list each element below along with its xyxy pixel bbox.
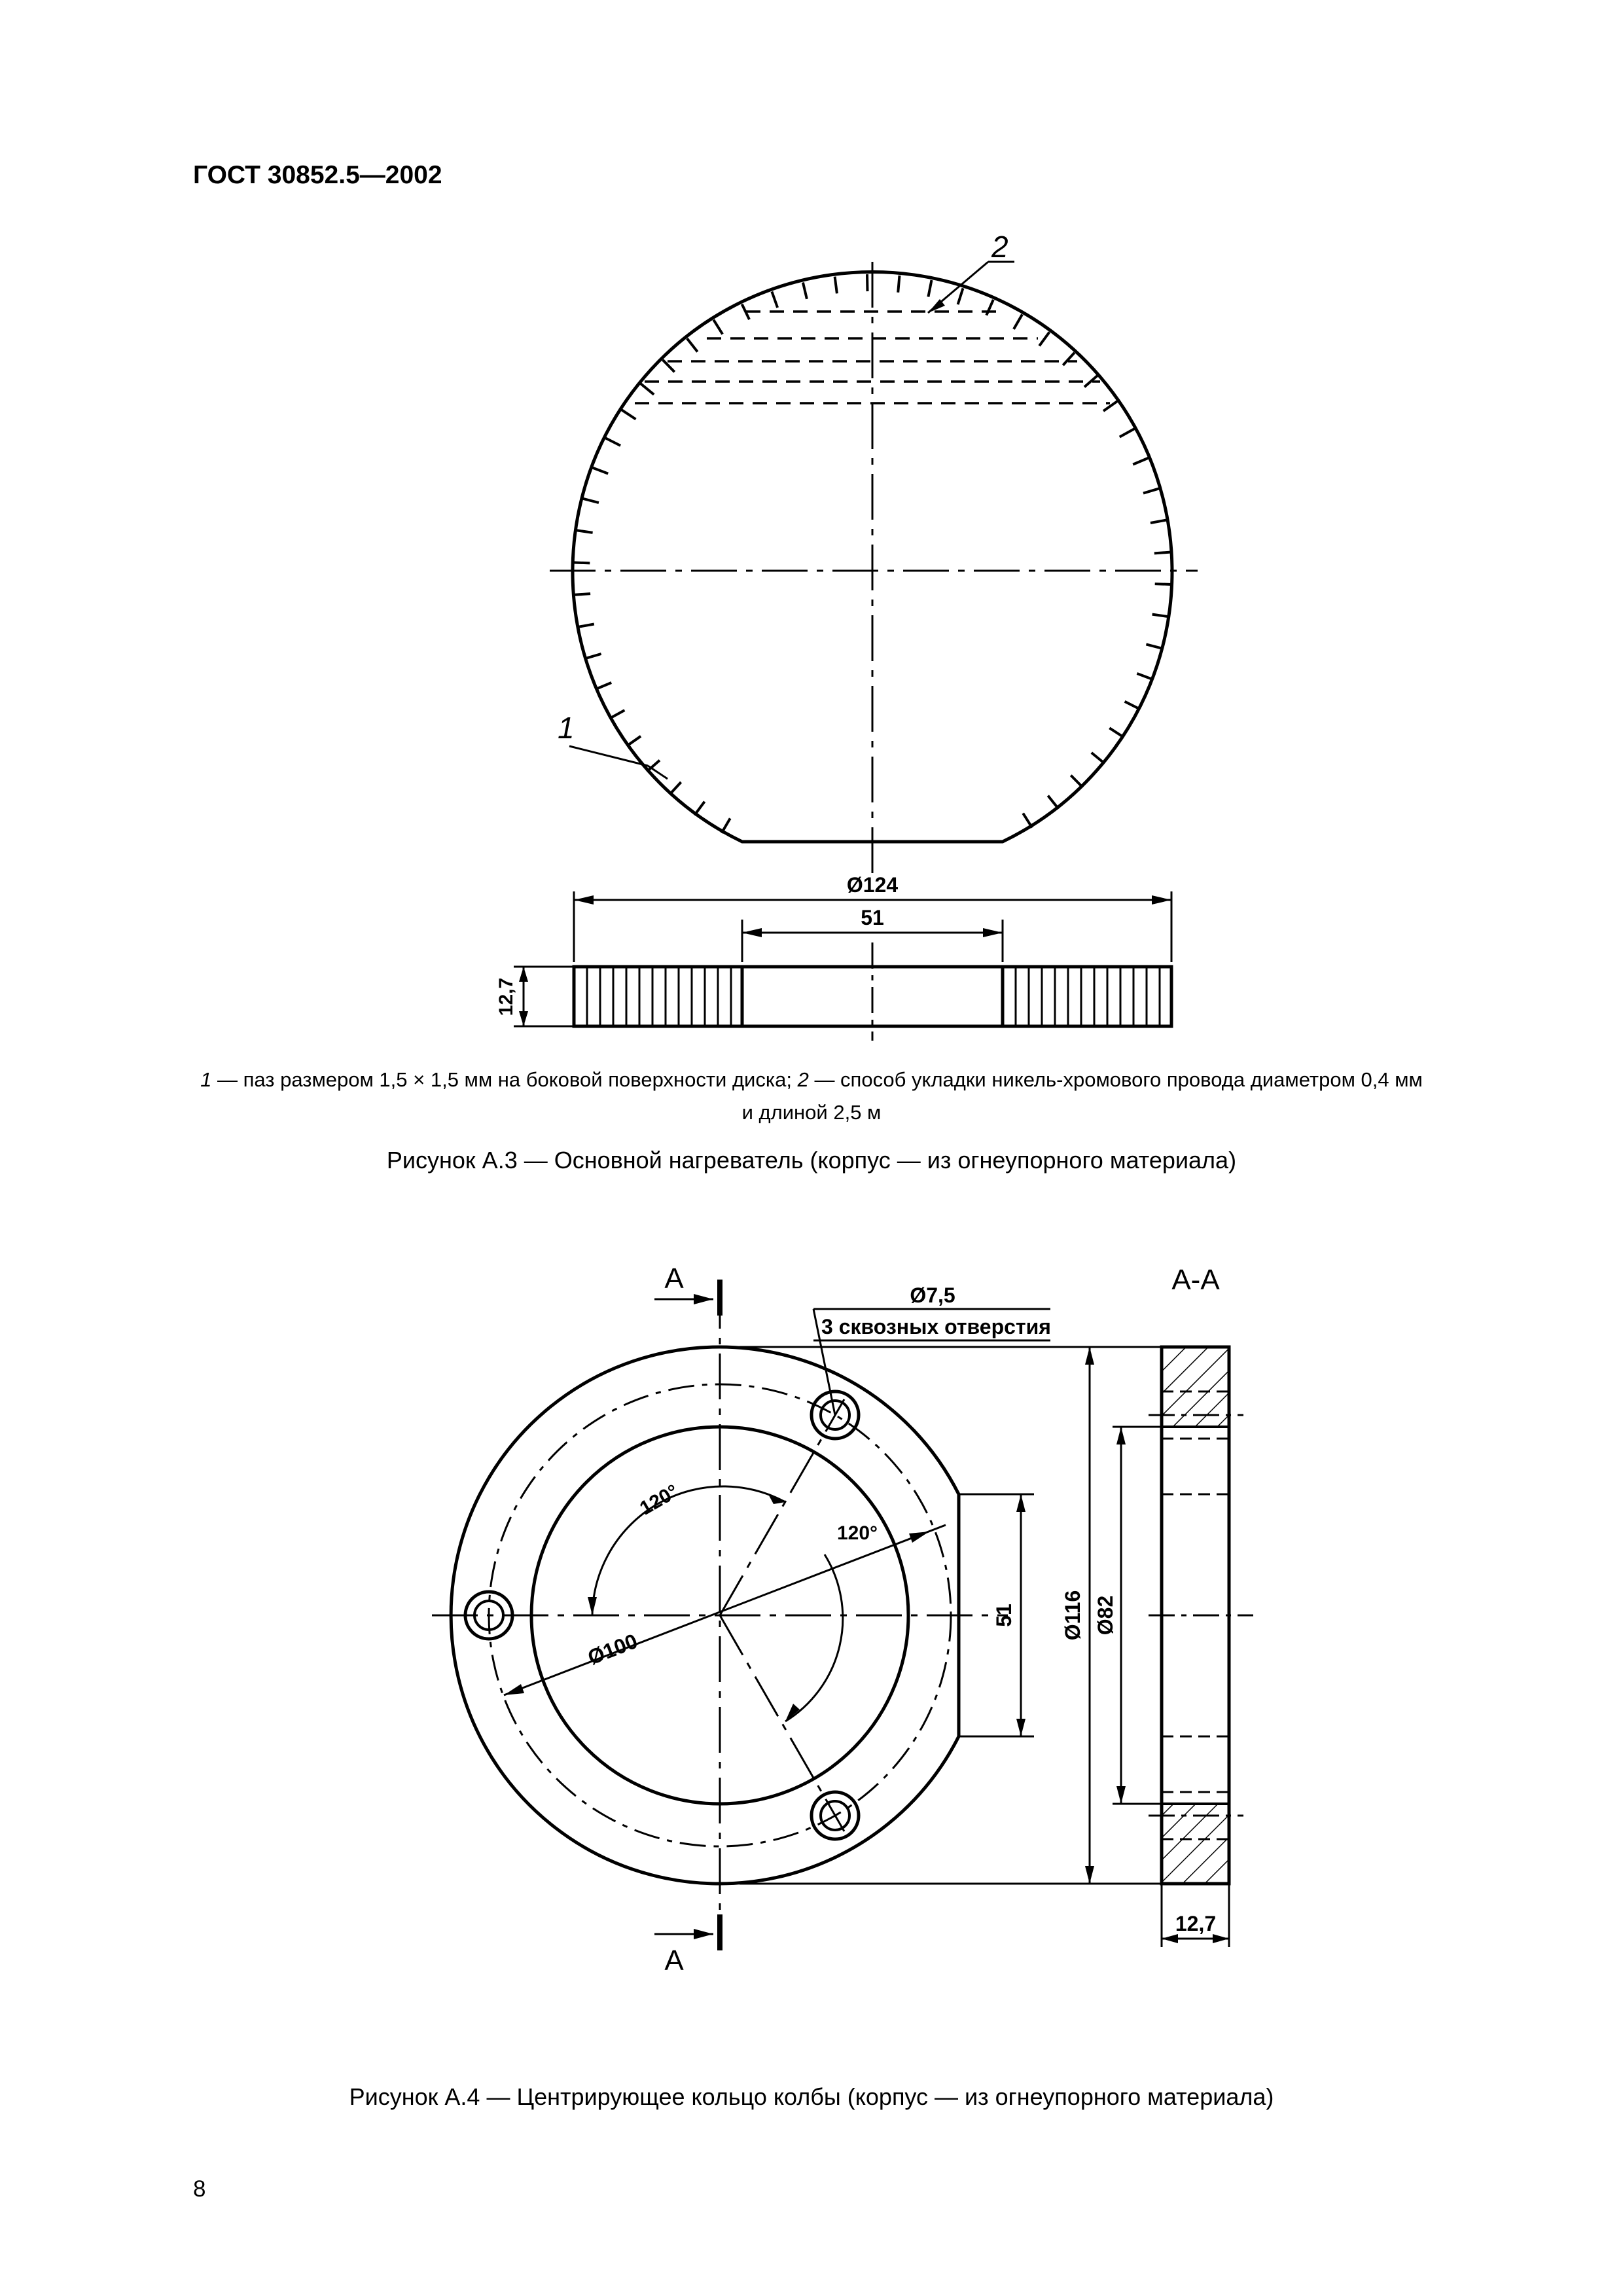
groove-tick bbox=[1014, 314, 1022, 329]
centre-lines bbox=[550, 262, 1198, 877]
hole-note-label: 3 сквозных отверстия bbox=[821, 1315, 1051, 1338]
groove-tick bbox=[627, 736, 641, 746]
dim-pcd-label: Ø100 bbox=[584, 1628, 641, 1670]
groove-tick bbox=[596, 683, 611, 689]
section-view-label: А-А bbox=[1171, 1264, 1220, 1296]
figure-a3-caption: Рисунок А.3 — Основной нагреватель (корпус — из огнеупорного материала) bbox=[386, 1147, 1237, 1174]
groove-tick bbox=[694, 802, 704, 816]
figure-a4-drawing bbox=[0, 1230, 1623, 2049]
legend-item1-number: 1 bbox=[200, 1068, 212, 1091]
a4-centre-lines bbox=[432, 1283, 1008, 1950]
groove-tick bbox=[986, 300, 993, 315]
callout-2-label: 2 bbox=[991, 230, 1008, 264]
groove-tick bbox=[1152, 615, 1169, 617]
groove-tick bbox=[1109, 728, 1124, 737]
angle-arcs bbox=[588, 1486, 843, 1721]
groove-tick bbox=[928, 280, 931, 297]
document-header: ГОСТ 30852.5—2002 bbox=[193, 161, 442, 189]
groove-tick bbox=[1150, 520, 1168, 523]
dim-flat-label: 51 bbox=[992, 1604, 1016, 1627]
groove-tick bbox=[835, 277, 837, 294]
groove-tick bbox=[772, 292, 777, 308]
dim-thickness-label: 12,7 bbox=[1175, 1912, 1217, 1935]
groove-tick bbox=[1143, 488, 1160, 493]
page-number: 8 bbox=[193, 2176, 206, 2202]
groove-tick bbox=[1063, 353, 1075, 365]
groove-tick bbox=[585, 654, 601, 658]
groove-tick bbox=[1071, 776, 1082, 788]
groove-tick bbox=[803, 283, 807, 299]
angle-label-1: 120° bbox=[636, 1480, 683, 1520]
groove-tick bbox=[577, 624, 594, 628]
groove-tick bbox=[605, 438, 620, 446]
groove-tick bbox=[867, 274, 868, 291]
groove-tick bbox=[1023, 814, 1032, 828]
groove-tick bbox=[1092, 753, 1105, 764]
section-view-a-a bbox=[1149, 1347, 1253, 1884]
groove-tick bbox=[1137, 673, 1152, 679]
heater-side-view bbox=[574, 942, 1171, 1041]
figure-a3-legend bbox=[157, 1064, 1466, 1129]
section-mark-bottom-label: А bbox=[664, 1945, 684, 1977]
groove-tick bbox=[592, 467, 608, 473]
groove-tick bbox=[669, 782, 681, 795]
groove-tick bbox=[722, 818, 730, 833]
legend-line-1 bbox=[157, 1064, 1466, 1096]
groove-tick bbox=[610, 710, 625, 719]
legend-item1-text: — паз размером 1,5 × 1,5 мм на боковой поверхности диска; bbox=[211, 1068, 798, 1091]
legend-item2-number: 2 bbox=[797, 1068, 809, 1091]
legend-line-2: и длиной 2,5 м bbox=[741, 1101, 882, 1124]
figure-a4-caption: Рисунок А.4 — Центрирующее кольцо колбы (корпус — из огнеупорного материала) bbox=[349, 2083, 1274, 2110]
dim-height-label: 12,7 bbox=[495, 977, 517, 1016]
groove-tick bbox=[622, 410, 636, 419]
groove-tick bbox=[713, 320, 722, 334]
groove-tick bbox=[1039, 332, 1049, 346]
dim-outer-label: Ø116 bbox=[1061, 1590, 1084, 1641]
groove-tick bbox=[576, 530, 593, 533]
groove-tick bbox=[573, 594, 590, 595]
figure-a3-drawing bbox=[0, 0, 1623, 1060]
groove-tick bbox=[1154, 552, 1171, 554]
dim-inner-label: Ø82 bbox=[1094, 1595, 1117, 1636]
hole-dim-label: Ø7,5 bbox=[910, 1283, 955, 1307]
groove-tick bbox=[898, 276, 899, 293]
groove-tick bbox=[573, 562, 590, 563]
callout-1-label: 1 bbox=[558, 711, 575, 745]
dimension-height-12-7 bbox=[514, 967, 574, 1026]
groove-tick bbox=[1120, 429, 1135, 437]
angle-label-2: 120° bbox=[836, 1522, 878, 1544]
section-marker-top bbox=[654, 1263, 720, 1316]
dim-diameter-label: Ø124 bbox=[846, 873, 899, 897]
groove-tick bbox=[1125, 702, 1140, 709]
dimension-pcd-100 bbox=[504, 1525, 946, 1695]
groove-tick bbox=[641, 384, 654, 395]
groove-tick bbox=[1133, 458, 1149, 465]
section-mark-top-label: А bbox=[664, 1263, 684, 1295]
groove-tick bbox=[958, 288, 963, 304]
dim-width-label: 51 bbox=[861, 906, 884, 929]
section-marker-bottom bbox=[654, 1914, 720, 1977]
groove-tick bbox=[1048, 796, 1058, 809]
legend-item2-text: — способ укладки никель-хромового провода диаметром 0,4 мм bbox=[808, 1068, 1423, 1091]
groove-tick bbox=[1103, 401, 1117, 411]
groove-tick bbox=[582, 499, 599, 503]
groove-tick bbox=[687, 338, 698, 351]
groove-tick bbox=[1146, 644, 1162, 649]
